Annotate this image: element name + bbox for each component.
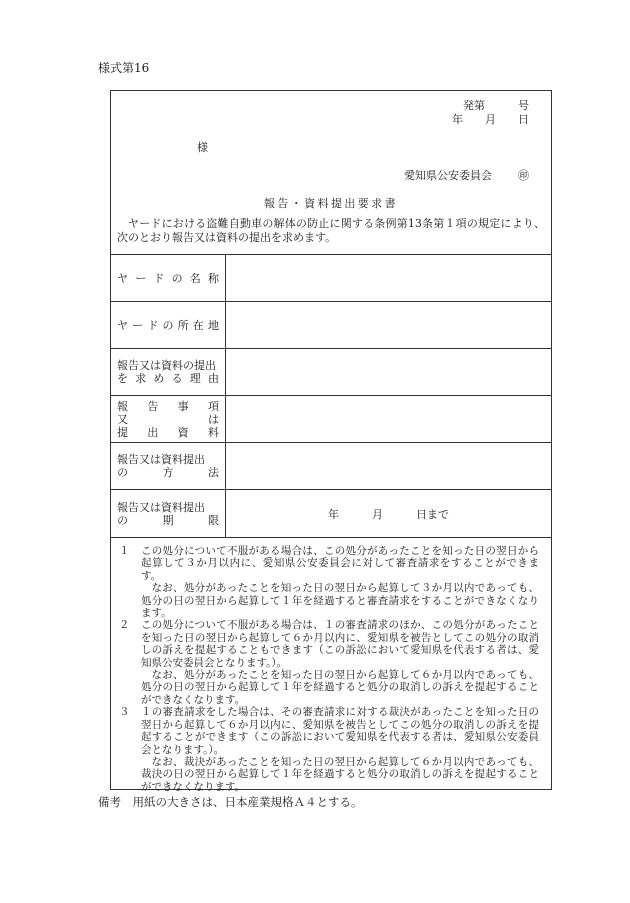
row-label-text: 名 bbox=[189, 271, 201, 285]
row-label-text: 法 bbox=[208, 466, 219, 479]
row-label-text: の bbox=[117, 513, 128, 527]
issue-number: 発第 号 bbox=[463, 99, 529, 112]
row-label-text: 地 bbox=[207, 318, 219, 332]
row-label-line bbox=[117, 319, 219, 332]
note-text: この処分について不服がある場合は、この処分があったことを知った日の翌日から起算して３か月以内に、愛知県公安委員会に対して審査請求をすることができます。 bbox=[141, 545, 539, 582]
row-label-text: 称 bbox=[207, 271, 219, 285]
row-label-line bbox=[117, 466, 219, 479]
note-number: ３ bbox=[119, 706, 130, 719]
row-label-text: 理 bbox=[189, 372, 201, 385]
row-label-line bbox=[117, 372, 219, 385]
row-label-text: ヤ bbox=[117, 271, 128, 285]
row-label-line bbox=[117, 359, 219, 372]
issue-date: 年 月 日 bbox=[452, 113, 529, 126]
remark-note: 備考 用紙の大きさは、日本産業規格Ａ４とする。 bbox=[98, 795, 363, 809]
note-supplement: なお、処分があったことを知った日の翌日から起算して６か月以内であっても、処分の日の翌日から起算して１年を経過すると処分の取消しの訴えを提起することができなくなります。 bbox=[141, 669, 539, 706]
row-label-text: 由 bbox=[207, 372, 219, 385]
row-label-text: 項 bbox=[207, 399, 219, 413]
note-number: １ bbox=[119, 545, 130, 557]
row-label-line bbox=[117, 501, 219, 514]
row-label-text: 方 bbox=[162, 466, 174, 479]
row-value-field[interactable] bbox=[226, 396, 551, 442]
row-label-line bbox=[117, 400, 219, 413]
form-fields-table bbox=[111, 254, 551, 536]
row-submission-deadline bbox=[111, 490, 551, 537]
row-label-text: 在 bbox=[192, 318, 204, 332]
note-number: ２ bbox=[119, 619, 130, 632]
request-form bbox=[110, 90, 552, 793]
row-submission-method bbox=[111, 443, 551, 490]
row-yard-location bbox=[111, 302, 551, 349]
row-label-line bbox=[117, 426, 219, 439]
row-label-text: 資 bbox=[177, 425, 189, 439]
row-value-field[interactable] bbox=[226, 302, 551, 348]
note-item bbox=[119, 706, 539, 756]
row-label-text: 限 bbox=[208, 513, 219, 527]
row-value-field[interactable]: 年 月 日まで bbox=[328, 507, 449, 521]
form-header bbox=[111, 91, 551, 254]
row-request-reason bbox=[111, 349, 551, 396]
row-label-text: 求 bbox=[135, 372, 147, 385]
row-label-text: 出 bbox=[147, 425, 159, 439]
row-label-text: の bbox=[117, 466, 128, 479]
document-title: 報告・資料提出要求書 bbox=[264, 197, 398, 210]
row-label-text: を bbox=[117, 372, 128, 385]
row-value-field[interactable] bbox=[226, 443, 551, 489]
row-label-text: め bbox=[153, 372, 165, 385]
appeal-notes bbox=[111, 537, 551, 791]
row-label bbox=[111, 255, 226, 301]
note-item bbox=[119, 619, 539, 669]
row-label-text: る bbox=[171, 372, 183, 385]
row-label bbox=[111, 396, 226, 442]
row-label-line bbox=[117, 453, 219, 466]
row-report-items bbox=[111, 396, 551, 443]
row-label-text: 料 bbox=[207, 425, 219, 439]
issuer-name: 愛知県公安委員会 bbox=[404, 169, 492, 182]
addressee: 様 bbox=[197, 141, 208, 154]
row-label-text: 告 bbox=[147, 399, 159, 413]
row-label-text: ヤ bbox=[117, 318, 128, 332]
intro-paragraph: ヤードにおける盗難自動車の解体の防止に関する条例第13条第１項の規定により、次のとおり報告又は資料の提出を求めます。 bbox=[117, 217, 545, 244]
row-label-text: ー bbox=[132, 318, 144, 332]
row-label bbox=[111, 443, 226, 489]
note-text: １の審査請求をした場合は、その審査請求に対する裁決があったことを知った日の翌日から起算して６か月以内に、愛知県を被告としてこの処分の取消しの訴えを提起することができます（この訴訟において愛知県を代表する者は、愛知県公安委員会となります。）。 bbox=[141, 706, 539, 756]
row-label bbox=[111, 490, 226, 537]
note-text: この処分について不服がある場合は、１の審査請求のほか、この処分があったことを知った日の翌日から起算して６か月以内に、愛知県を被告としてこの処分の取消しの訴えを提起することもできます（この訴訟において愛知県を代表する者は、愛知県公安委員会となります。）。 bbox=[141, 619, 539, 669]
row-label bbox=[111, 302, 226, 348]
row-label-text: 報告又は資料提出 bbox=[117, 453, 205, 466]
row-label-text: 報告又は資料提出 bbox=[117, 500, 205, 514]
row-label-text: 所 bbox=[177, 318, 189, 332]
note-item bbox=[119, 545, 539, 582]
row-label-text: 提 bbox=[117, 425, 128, 439]
form-number: 様式第16 bbox=[98, 61, 150, 75]
row-label-text: ド bbox=[147, 318, 159, 332]
row-label-line bbox=[117, 514, 219, 527]
seal-mark: ㊞ bbox=[518, 169, 529, 182]
row-label-line bbox=[117, 272, 219, 285]
row-label-text: 又 bbox=[117, 412, 128, 426]
row-label bbox=[111, 349, 226, 395]
row-label-text: 報告又は資料の提出 bbox=[117, 359, 216, 372]
row-label-text: 期 bbox=[162, 513, 174, 527]
row-yard-name bbox=[111, 255, 551, 302]
row-label-text: 報 bbox=[117, 399, 128, 413]
row-label-text: 事 bbox=[177, 399, 189, 413]
note-supplement: なお、処分があったことを知った日の翌日から起算して３か月以内であっても、処分の日の翌日から起算して１年を経過すると審査請求をすることができなくなります。 bbox=[141, 582, 539, 620]
row-label-text: ー bbox=[135, 271, 147, 285]
row-value-field[interactable] bbox=[226, 255, 551, 301]
note-supplement: なお、裁決があったことを知った日の翌日から起算して６か月以内であっても、裁決の日の翌日から起算して１年を経過すると処分の取消しの訴えを提起することができなくなります。 bbox=[141, 755, 539, 793]
row-label-text: ド bbox=[153, 271, 165, 285]
row-label-text: の bbox=[171, 271, 183, 285]
row-label-text: の bbox=[162, 318, 174, 332]
issuer-block bbox=[404, 169, 529, 182]
row-label-text: は bbox=[208, 412, 219, 426]
row-label-line bbox=[117, 413, 219, 426]
row-value-field[interactable] bbox=[226, 349, 551, 395]
